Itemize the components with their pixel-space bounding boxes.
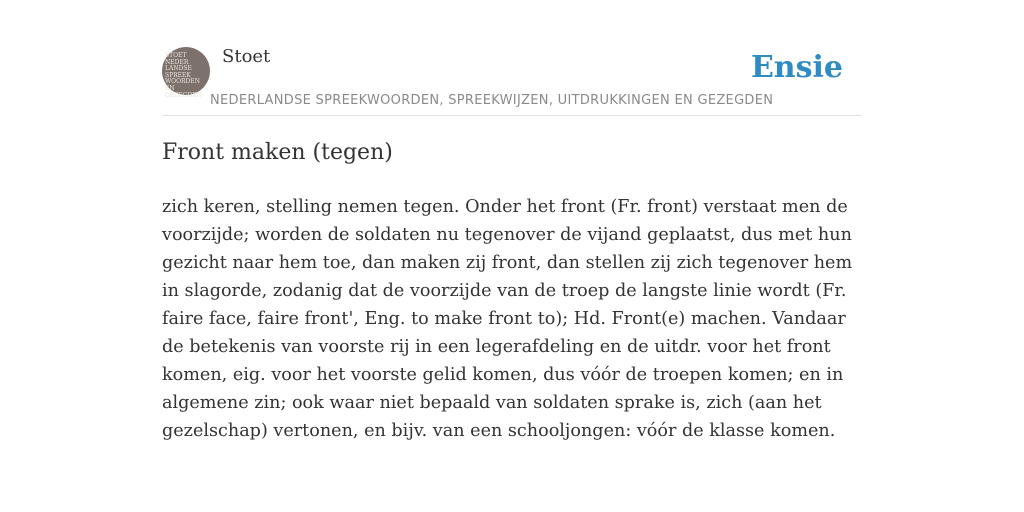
source-subtitle[interactable]: NEDERLANDSE SPREEKWOORDEN, SPREEKWIJZEN, UITDRUKKINGEN EN GEZEGDEN xyxy=(210,93,774,108)
avatar[interactable] xyxy=(162,47,210,99)
entry-definition: zich keren, stelling nemen tegen. Onder het front (Fr. front) verstaat men de voorzijde; worden de soldaten nu tegenover de vijand geplaatst, dus met hun gezicht naar hem toe, dan maken zij front, dan stellen zij zich tegenover hem in slagorde, zodanig dat de voorzijde van de troep de langste linie wordt (Fr. faire face, faire front', Eng. to make front to); Hd. Front(e) machen. Vandaar de betekenis van voorste rij in een legerafdeling en de uitdr. voor het front komen, eig. voor het voorste gelid komen, dus vóór de troepen komen; en in algemene zin; ook waar niet bepaald van soldaten sprake is, zich (aan het gezelschap) vertonen, en bijv. van een schooljongen: vóór de klasse komen. xyxy=(162,197,853,441)
author-name[interactable]: Stoet xyxy=(222,46,271,67)
brand-logo[interactable]: Ensie xyxy=(750,50,843,85)
header-divider xyxy=(162,115,862,116)
entry-title: Front maken (tegen) xyxy=(162,140,393,165)
avatar-label: STOET NEDER LANDSE SPREEK WOORDEN EN GEZEGDEN xyxy=(165,52,202,99)
